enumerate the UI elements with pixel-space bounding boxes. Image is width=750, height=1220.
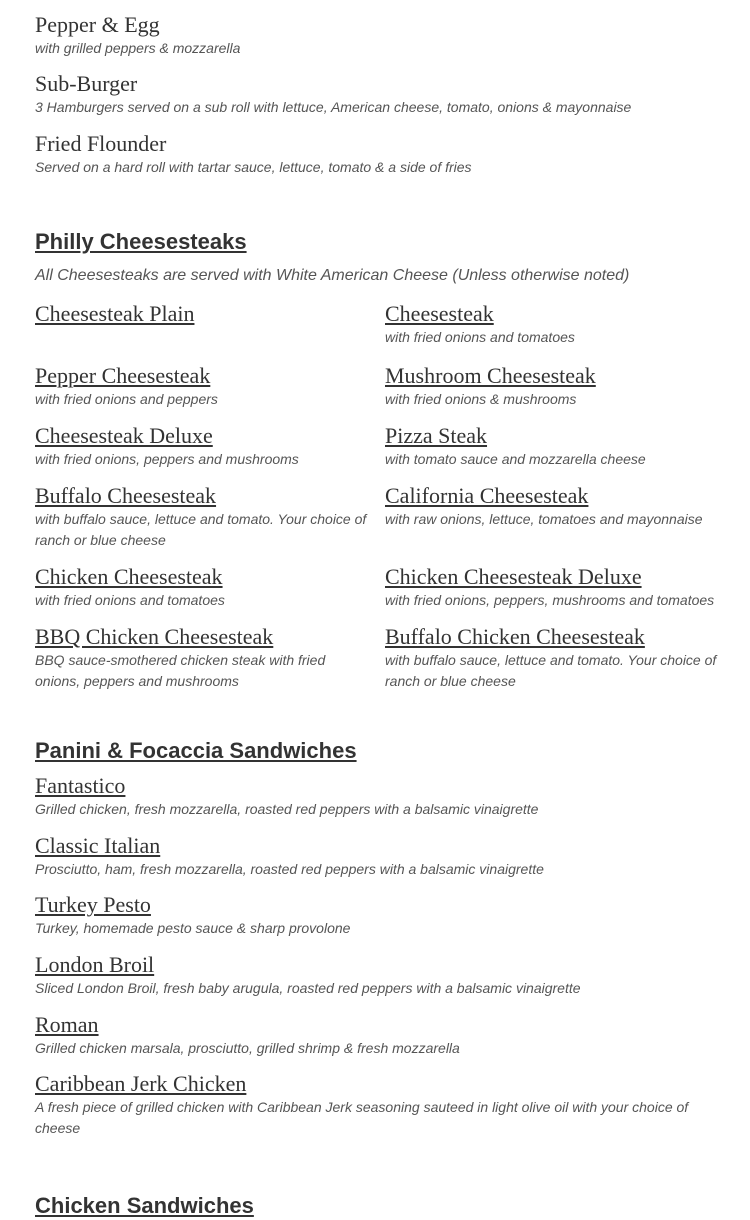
item-title-link[interactable]: Chicken Cheesesteak — [35, 564, 223, 589]
menu-item — [35, 833, 725, 880]
item-description: 3 Hamburgers served on a sub roll with lettuce, American cheese, tomato, onions & mayonnaise — [35, 99, 632, 115]
top-item-cut — [35, 0, 725, 4]
cheesesteak-grid — [35, 301, 725, 705]
menu-item — [35, 301, 385, 348]
item-title-link[interactable]: Roman — [35, 1012, 99, 1037]
item-description: with fried onions, peppers, mushrooms and tomatoes — [385, 592, 715, 608]
item-title-link[interactable]: Buffalo Chicken Cheesesteak — [385, 624, 645, 649]
item-description: with fried onions and peppers — [35, 391, 218, 407]
menu-item — [385, 423, 725, 470]
item-description: with tomato sauce and mozzarella cheese — [385, 451, 646, 467]
menu-item — [35, 564, 385, 611]
item-title-link[interactable]: Turkey Pesto — [35, 892, 151, 917]
item-title-link[interactable]: Pepper Cheesesteak — [35, 363, 211, 388]
item-description: with buffalo sauce, lettuce and tomato. Your choice of ranch or blue cheese — [35, 511, 367, 548]
section-title-philly-cheesesteaks[interactable]: Philly Cheesesteaks — [35, 229, 247, 254]
menu-content — [35, 0, 725, 1220]
menu-item — [35, 892, 725, 939]
item-description: Sliced London Broil, fresh baby arugula, roasted red peppers with a balsamic vinaigrette — [35, 980, 581, 996]
item-title-link[interactable]: California Cheesesteak — [385, 483, 589, 508]
item-title-link[interactable]: Cheesesteak — [385, 301, 494, 326]
section-title-panini-focaccia[interactable]: Panini & Focaccia Sandwiches — [35, 738, 357, 763]
item-description: with fried onions and tomatoes — [385, 329, 575, 345]
item-description: Prosciutto, ham, fresh mozzarella, roasted red peppers with a balsamic vinaigrette — [35, 861, 544, 877]
item-description: BBQ sauce-smothered chicken steak with fried onions, peppers and mushrooms — [35, 652, 326, 689]
item-title-link[interactable]: BBQ Chicken Cheesesteak — [35, 624, 274, 649]
section-title-chicken-sandwiches[interactable]: Chicken Sandwiches — [35, 1193, 254, 1218]
item-description: with fried onions & mushrooms — [385, 391, 577, 407]
item-title-link[interactable]: Chicken Cheesesteak Deluxe — [385, 564, 642, 589]
menu-item — [385, 624, 725, 692]
menu-item — [385, 564, 725, 611]
item-title: Pepper & Egg — [35, 12, 160, 37]
item-title-link[interactable]: Pizza Steak — [385, 423, 488, 448]
menu-item-pepper-egg — [35, 12, 725, 59]
menu-item-sub-burger — [35, 71, 725, 118]
item-description — [35, 0, 427, 3]
item-title-link[interactable]: Cheesesteak Deluxe — [35, 423, 213, 448]
section-note: All Cheesesteaks are served with White American Cheese (Unless otherwise noted) — [35, 267, 630, 284]
menu-item — [35, 423, 385, 470]
item-description: Served on a hard roll with tartar sauce, lettuce, tomato & a side of fries — [35, 159, 472, 175]
menu-item — [385, 363, 725, 410]
item-description: Grilled chicken, fresh mozzarella, roasted red peppers with a balsamic vinaigrette — [35, 801, 539, 817]
item-title-link[interactable]: Caribbean Jerk Chicken — [35, 1071, 247, 1096]
item-description: Turkey, homemade pesto sauce & sharp provolone — [35, 920, 351, 936]
item-title-link[interactable]: London Broil — [35, 952, 155, 977]
item-title-link[interactable]: Classic Italian — [35, 833, 161, 858]
item-description: with fried onions, peppers and mushrooms — [35, 451, 299, 467]
item-title-link[interactable]: Fantastico — [35, 773, 126, 798]
menu-item — [35, 1071, 725, 1139]
menu-item — [385, 483, 725, 551]
menu-item — [35, 952, 725, 999]
menu-item-fried-flounder — [35, 131, 725, 178]
item-description: A fresh piece of grilled chicken with Caribbean Jerk seasoning sauteed in light olive oil with your choice of cheese — [35, 1099, 689, 1136]
menu-item — [35, 773, 725, 820]
item-description: with grilled peppers & mozzarella — [35, 40, 241, 56]
menu-item — [35, 624, 345, 692]
item-description: Grilled chicken marsala, prosciutto, grilled shrimp & fresh mozzarella — [35, 1040, 460, 1056]
item-title-link[interactable]: Buffalo Cheesesteak — [35, 483, 217, 508]
item-title: Fried Flounder — [35, 131, 167, 156]
item-title-link[interactable]: Cheesesteak Plain — [35, 301, 195, 326]
item-title: Sub-Burger — [35, 71, 138, 96]
menu-item — [35, 363, 385, 410]
menu-item — [35, 483, 367, 551]
item-title-link[interactable]: Mushroom Cheesesteak — [385, 363, 596, 388]
menu-item — [385, 301, 725, 348]
menu-item — [35, 1012, 725, 1059]
item-description: with buffalo sauce, lettuce and tomato. Your choice of ranch or blue cheese — [385, 652, 717, 689]
item-description: with fried onions and tomatoes — [35, 592, 225, 608]
item-description: with raw onions, lettuce, tomatoes and mayonnaise — [385, 511, 703, 527]
